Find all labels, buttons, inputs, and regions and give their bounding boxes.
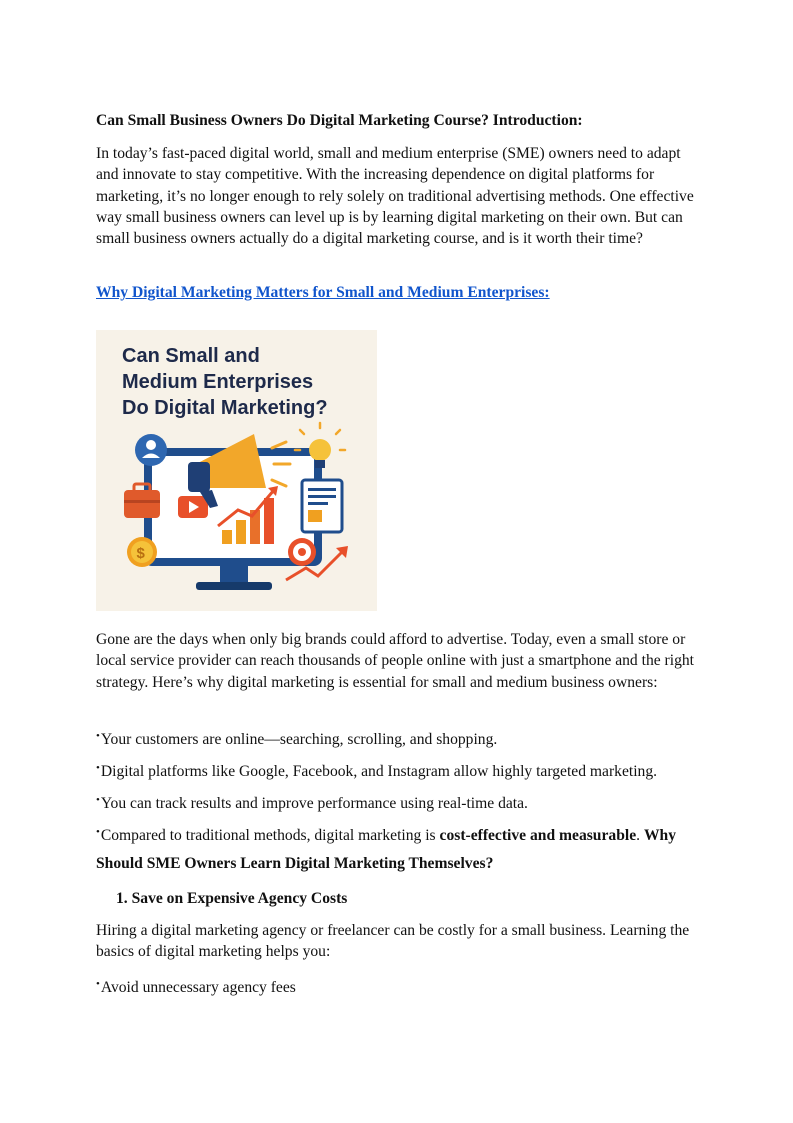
bullet-icon: • — [96, 762, 100, 774]
section-link[interactable]: Why Digital Marketing Matters for Small and Medium Enterprises: — [96, 284, 550, 301]
heading-fragment: Why — [643, 827, 677, 844]
why-paragraph: Gone are the days when only big brands could afford to advertise. Today, even a small store or local service provider can reach thousands of people online with just a smartphone and the right strategy. Here’s why digital marketing is essential for small and medium business owners: — [96, 631, 695, 691]
list-item-text: Avoid unnecessary agency fees — [100, 979, 296, 996]
subheading-1: 1. Save on Expensive Agency Costs — [116, 890, 348, 907]
list-item-text: You can track results and improve performance using real-time data. — [100, 795, 528, 812]
sme-marketing-illustration — [96, 330, 377, 611]
list-item-text: Digital platforms like Google, Facebook, and Instagram allow highly targeted marketing. — [100, 763, 658, 780]
list-item — [96, 726, 497, 750]
bullet-icon: • — [96, 826, 100, 838]
list-item — [96, 974, 296, 998]
target-icon — [288, 538, 316, 566]
emphasis-text: cost-effective and measurable — [439, 827, 637, 844]
document-icon — [302, 480, 342, 532]
why-heading: Should SME Owners Learn Digital Marketing Themselves? — [96, 855, 494, 872]
intro-heading: Can Small Business Owners Do Digital Marketing Course? Introduction: — [96, 112, 583, 129]
coin-symbol: $ — [136, 545, 145, 562]
list-item-text: Compared to traditional methods, digital marketing is — [100, 827, 440, 844]
user-icon — [135, 434, 167, 466]
list-item-text: Your customers are online—searching, scrolling, and shopping. — [100, 731, 498, 748]
bullet-icon: • — [96, 978, 100, 990]
video-play-icon — [178, 496, 208, 518]
coin-icon — [127, 537, 157, 567]
bullet-icon: • — [96, 794, 100, 806]
figure-title-line-1: Can Small and — [122, 345, 260, 367]
bullet-icon: • — [96, 730, 100, 742]
list-item — [96, 790, 528, 814]
intro-paragraph: In today’s fast-paced digital world, small and medium enterprise (SME) owners need to adapt and innovate to stay competitive. With the increasing dependence on digital platforms for marketing, it’s no longer enough to rely solely on traditional advertising methods. One effective way small business owners can level up is by learning digital marketing on their own. But can small business owners actually do a digital marketing course, and is it worth their time? — [96, 145, 694, 248]
list-item — [96, 822, 676, 846]
figure-title-line-3: Do Digital Marketing? — [122, 397, 328, 419]
list-item — [96, 758, 657, 782]
agency-cost-paragraph: Hiring a digital marketing agency or freelancer can be costly for a small business. Learning the basics of digital marketing helps you: — [96, 922, 690, 961]
figure-title-line-2: Medium Enterprises — [122, 371, 314, 393]
list-item-suffix: . — [636, 827, 641, 844]
